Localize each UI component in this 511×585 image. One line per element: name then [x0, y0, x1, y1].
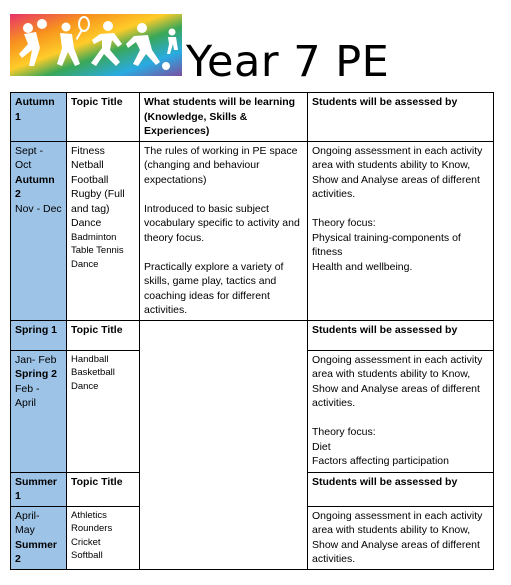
- learning-header: What students will be learning (Knowledge, Skills & Experiences): [140, 93, 308, 142]
- spring-topic-0: Handball: [71, 353, 109, 365]
- spring-learning-header-empty: [140, 320, 308, 350]
- autumn-1-header: Autumn 1: [11, 93, 67, 142]
- autumn-assessed-3: Physical training-components of fitness: [312, 231, 461, 258]
- summer-topic-0: Athletics: [71, 509, 107, 521]
- summer-assessed-header: Students will be assessed by: [308, 472, 494, 506]
- summer-topics-cell: [67, 506, 140, 569]
- autumn-topic-0: Fitness: [71, 144, 105, 157]
- summer-topic-2: Cricket: [71, 536, 101, 548]
- autumn-content-row: [11, 141, 494, 320]
- autumn-topic-5: Badminton: [71, 231, 117, 243]
- autumn-learning-4: Practically explore a variety of skills, game play, tactics and coaching ideas for different activities.: [144, 260, 284, 316]
- autumn-dates-cell: [11, 141, 67, 320]
- header: [0, 0, 511, 92]
- autumn-topic-1: Netball: [71, 159, 104, 171]
- spring-assessed-cell: [308, 350, 494, 472]
- spring-topic-2: Dance: [71, 380, 99, 392]
- spring-dates-cell: [11, 350, 67, 472]
- autumn-date-0: Sept - Oct: [15, 144, 44, 171]
- spring-header-row: [11, 320, 494, 350]
- spring-learning-empty: [140, 350, 308, 472]
- autumn-assessed-4: Health and wellbeing.: [312, 260, 413, 273]
- spring-date-0: Jan- Feb: [15, 353, 57, 366]
- autumn-learning-gap-3: [144, 245, 303, 260]
- spring-topic-1: Basketball: [71, 367, 115, 378]
- autumn-learning-2: Introduced to basic subject vocabulary specific to activity and theory focus.: [144, 202, 300, 244]
- autumn-topics-cell: [67, 141, 140, 320]
- summer-assessed-0: Ongoing assessment in each activity area with students ability to Know, Show and Analyse areas of different activities.: [312, 509, 483, 565]
- spring-topics-cell: [67, 350, 140, 472]
- summer-topic-3: Softball: [71, 550, 103, 561]
- summer-date-1: Summer 2: [15, 538, 58, 565]
- autumn-header-row: [11, 93, 494, 142]
- spring-assessed-gap-1: [312, 411, 489, 426]
- summer-content-row: [11, 506, 494, 569]
- autumn-assessed-gap-1: [312, 202, 489, 217]
- spring-date-2: Feb - April: [15, 382, 40, 409]
- autumn-topic-3: Rugby (Full and tag): [71, 188, 125, 215]
- autumn-learning-gap-1: [144, 187, 303, 202]
- autumn-assessed-2: Theory focus:: [312, 217, 376, 229]
- assessed-header: Students will be assessed by: [308, 93, 494, 142]
- summer-assessed-cell: [308, 506, 494, 569]
- spring-assessed-header: Students will be assessed by: [308, 320, 494, 350]
- spring-date-1: Spring 2: [15, 368, 58, 380]
- spring-assessed-3: Diet: [312, 440, 331, 453]
- autumn-topic-2: Football: [71, 173, 109, 186]
- autumn-assessed-0: Ongoing assessment in each activity area with students ability to Know, Show and Analyse areas of different activities.: [312, 144, 483, 200]
- spring-assessed-2: Theory focus:: [312, 426, 376, 438]
- spring-assessed-0: Ongoing assessment in each activity area with students ability to Know, Show and Analyse areas of different activities.: [312, 353, 483, 409]
- page-title: Year 7 PE: [186, 37, 390, 87]
- sports-silhouettes-banner-icon: [10, 14, 182, 76]
- summer-header-row: [11, 472, 494, 506]
- autumn-topic-6: Table Tennis: [71, 245, 124, 256]
- summer-1-header: Summer 1: [11, 472, 67, 506]
- spring-content-row: [11, 350, 494, 472]
- autumn-learning-0: The rules of working in PE space (changing and behaviour expectations): [144, 144, 298, 186]
- spring-1-header: Spring 1: [11, 320, 67, 350]
- autumn-assessed-cell: [308, 141, 494, 320]
- summer-learning-empty: [140, 506, 308, 569]
- summer-topic-title-header: Topic Title: [67, 472, 140, 506]
- summer-learning-header-empty: [140, 472, 308, 506]
- autumn-date-1: Autumn 2: [15, 173, 55, 200]
- autumn-topic-4: Dance: [71, 217, 102, 229]
- summer-dates-cell: [11, 506, 67, 569]
- autumn-learning-cell: [140, 141, 308, 320]
- autumn-topic-7: Dance: [71, 258, 99, 270]
- summer-date-0: April- May: [15, 509, 40, 536]
- autumn-date-2: Nov - Dec: [15, 202, 62, 215]
- spring-assessed-4: Factors affecting participation: [312, 455, 449, 467]
- spring-topic-title-header: Topic Title: [67, 320, 140, 350]
- summer-topic-1: Rounders: [71, 523, 113, 534]
- topic-title-header: Topic Title: [67, 93, 140, 142]
- curriculum-table: [10, 92, 494, 570]
